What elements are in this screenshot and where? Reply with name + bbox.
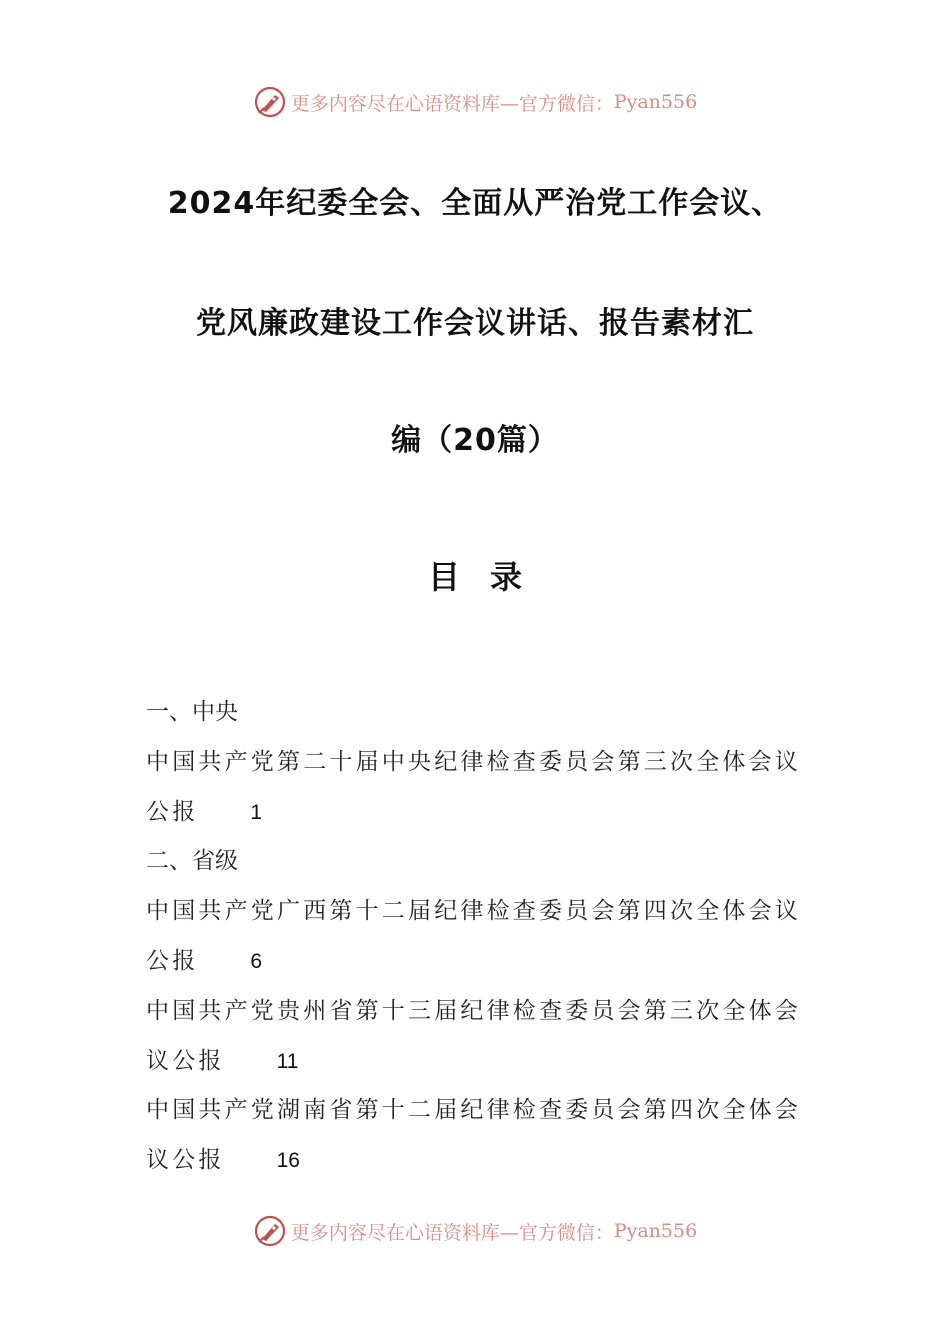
pen-nib-circle-icon	[253, 1214, 287, 1248]
toc-entry-title-cont: 公报	[146, 798, 199, 825]
document-title-line-1: 2024年纪委全会、全面从严治党工作会议、	[167, 186, 783, 221]
toc-entry-continuation[interactable]	[146, 1136, 826, 1186]
toc-entry-title[interactable]: 中国共产党广西第十二届纪律检查委员会第四次全体会议	[146, 898, 801, 925]
toc-entry-continuation[interactable]	[146, 788, 826, 838]
toc-section-label: 一、中央	[146, 699, 238, 725]
banner-wechat-id: Pyan556	[613, 1220, 698, 1242]
table-of-contents	[146, 688, 826, 1186]
toc-entry-page-number: 11	[276, 1049, 299, 1073]
toc-entry-title-cont: 公报	[146, 947, 199, 974]
toc-entry-continuation[interactable]	[146, 937, 826, 987]
header-banner	[0, 82, 950, 122]
document-title-line-3: 编（20篇）	[391, 423, 559, 458]
toc-entry-title-cont: 议公报	[146, 1047, 225, 1074]
document-title-line-2: 党风廉政建设工作会议讲话、报告素材汇	[196, 306, 754, 341]
toc-entry-title[interactable]: 中国共产党贵州省第十三届纪律检查委员会第三次全体会	[146, 997, 801, 1024]
banner-text: 更多内容尽在心语资料库—官方微信：	[290, 1221, 614, 1244]
toc-entry-page-number: 1	[250, 800, 263, 824]
toc-entry-title[interactable]: 中国共产党第二十届中央纪律检查委员会第三次全体会议	[146, 748, 801, 775]
toc-section-label: 二、省级	[146, 848, 238, 875]
footer-banner	[0, 1211, 950, 1251]
pen-nib-circle-icon	[253, 85, 287, 119]
toc-entry-continuation[interactable]	[146, 1037, 826, 1087]
toc-heading: 目录	[427, 558, 552, 596]
toc-entry-page-number: 6	[250, 949, 263, 973]
toc-entry-title[interactable]: 中国共产党湖南省第十二届纪律检查委员会第四次全体会	[146, 1097, 801, 1124]
toc-entry-title-cont: 议公报	[146, 1147, 225, 1174]
banner-text: 更多内容尽在心语资料库—官方微信：	[290, 92, 614, 115]
banner-wechat-id: Pyan556	[613, 91, 698, 113]
toc-entry-page-number: 16	[276, 1149, 300, 1173]
